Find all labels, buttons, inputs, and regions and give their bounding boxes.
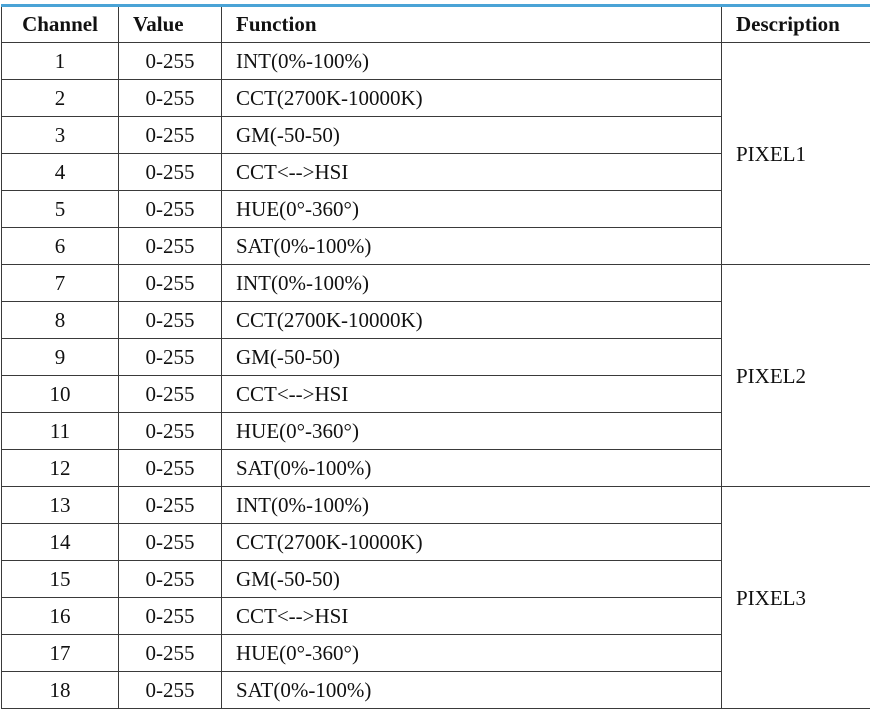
- header-row: [2, 6, 870, 43]
- value-cell: 0-255: [119, 487, 222, 524]
- function-cell: HUE(0°-360°): [222, 635, 722, 672]
- channel-cell: 1: [2, 43, 119, 80]
- channel-cell: 14: [2, 524, 119, 561]
- description-cell: PIXEL2: [722, 265, 870, 487]
- header-value: Value: [119, 6, 222, 43]
- value-cell: 0-255: [119, 561, 222, 598]
- description-cell: PIXEL1: [722, 43, 870, 265]
- table-body: [2, 43, 870, 709]
- channel-cell: 17: [2, 635, 119, 672]
- function-cell: GM(-50-50): [222, 339, 722, 376]
- channel-cell: 6: [2, 228, 119, 265]
- function-cell: GM(-50-50): [222, 117, 722, 154]
- table-header: [2, 6, 870, 43]
- function-cell: GM(-50-50): [222, 561, 722, 598]
- value-cell: 0-255: [119, 191, 222, 228]
- function-cell: CCT<-->HSI: [222, 154, 722, 191]
- function-cell: CCT<-->HSI: [222, 376, 722, 413]
- function-cell: HUE(0°-360°): [222, 191, 722, 228]
- channel-cell: 4: [2, 154, 119, 191]
- function-cell: SAT(0%-100%): [222, 228, 722, 265]
- value-cell: 0-255: [119, 450, 222, 487]
- value-cell: 0-255: [119, 154, 222, 191]
- channel-cell: 2: [2, 80, 119, 117]
- channel-cell: 11: [2, 413, 119, 450]
- value-cell: 0-255: [119, 635, 222, 672]
- value-cell: 0-255: [119, 339, 222, 376]
- channel-cell: 7: [2, 265, 119, 302]
- function-cell: INT(0%-100%): [222, 265, 722, 302]
- channel-cell: 13: [2, 487, 119, 524]
- function-cell: CCT(2700K-10000K): [222, 302, 722, 339]
- function-cell: HUE(0°-360°): [222, 413, 722, 450]
- channel-cell: 16: [2, 598, 119, 635]
- value-cell: 0-255: [119, 265, 222, 302]
- channel-cell: 10: [2, 376, 119, 413]
- table-row: [2, 487, 870, 524]
- channel-cell: 15: [2, 561, 119, 598]
- value-cell: 0-255: [119, 376, 222, 413]
- table-row: [2, 43, 870, 80]
- function-cell: SAT(0%-100%): [222, 672, 722, 709]
- value-cell: 0-255: [119, 43, 222, 80]
- function-cell: CCT(2700K-10000K): [222, 524, 722, 561]
- dmx-channel-table: [1, 4, 870, 709]
- channel-cell: 12: [2, 450, 119, 487]
- channel-cell: 8: [2, 302, 119, 339]
- table-row: [2, 265, 870, 302]
- value-cell: 0-255: [119, 598, 222, 635]
- value-cell: 0-255: [119, 413, 222, 450]
- value-cell: 0-255: [119, 228, 222, 265]
- function-cell: CCT<-->HSI: [222, 598, 722, 635]
- function-cell: INT(0%-100%): [222, 487, 722, 524]
- function-cell: SAT(0%-100%): [222, 450, 722, 487]
- function-cell: INT(0%-100%): [222, 43, 722, 80]
- value-cell: 0-255: [119, 80, 222, 117]
- header-description: Description: [722, 6, 870, 43]
- channel-cell: 9: [2, 339, 119, 376]
- description-cell: PIXEL3: [722, 487, 870, 709]
- value-cell: 0-255: [119, 672, 222, 709]
- header-function: Function: [222, 6, 722, 43]
- channel-cell: 5: [2, 191, 119, 228]
- channel-cell: 18: [2, 672, 119, 709]
- header-channel: Channel: [2, 6, 119, 43]
- value-cell: 0-255: [119, 117, 222, 154]
- function-cell: CCT(2700K-10000K): [222, 80, 722, 117]
- channel-cell: 3: [2, 117, 119, 154]
- value-cell: 0-255: [119, 524, 222, 561]
- value-cell: 0-255: [119, 302, 222, 339]
